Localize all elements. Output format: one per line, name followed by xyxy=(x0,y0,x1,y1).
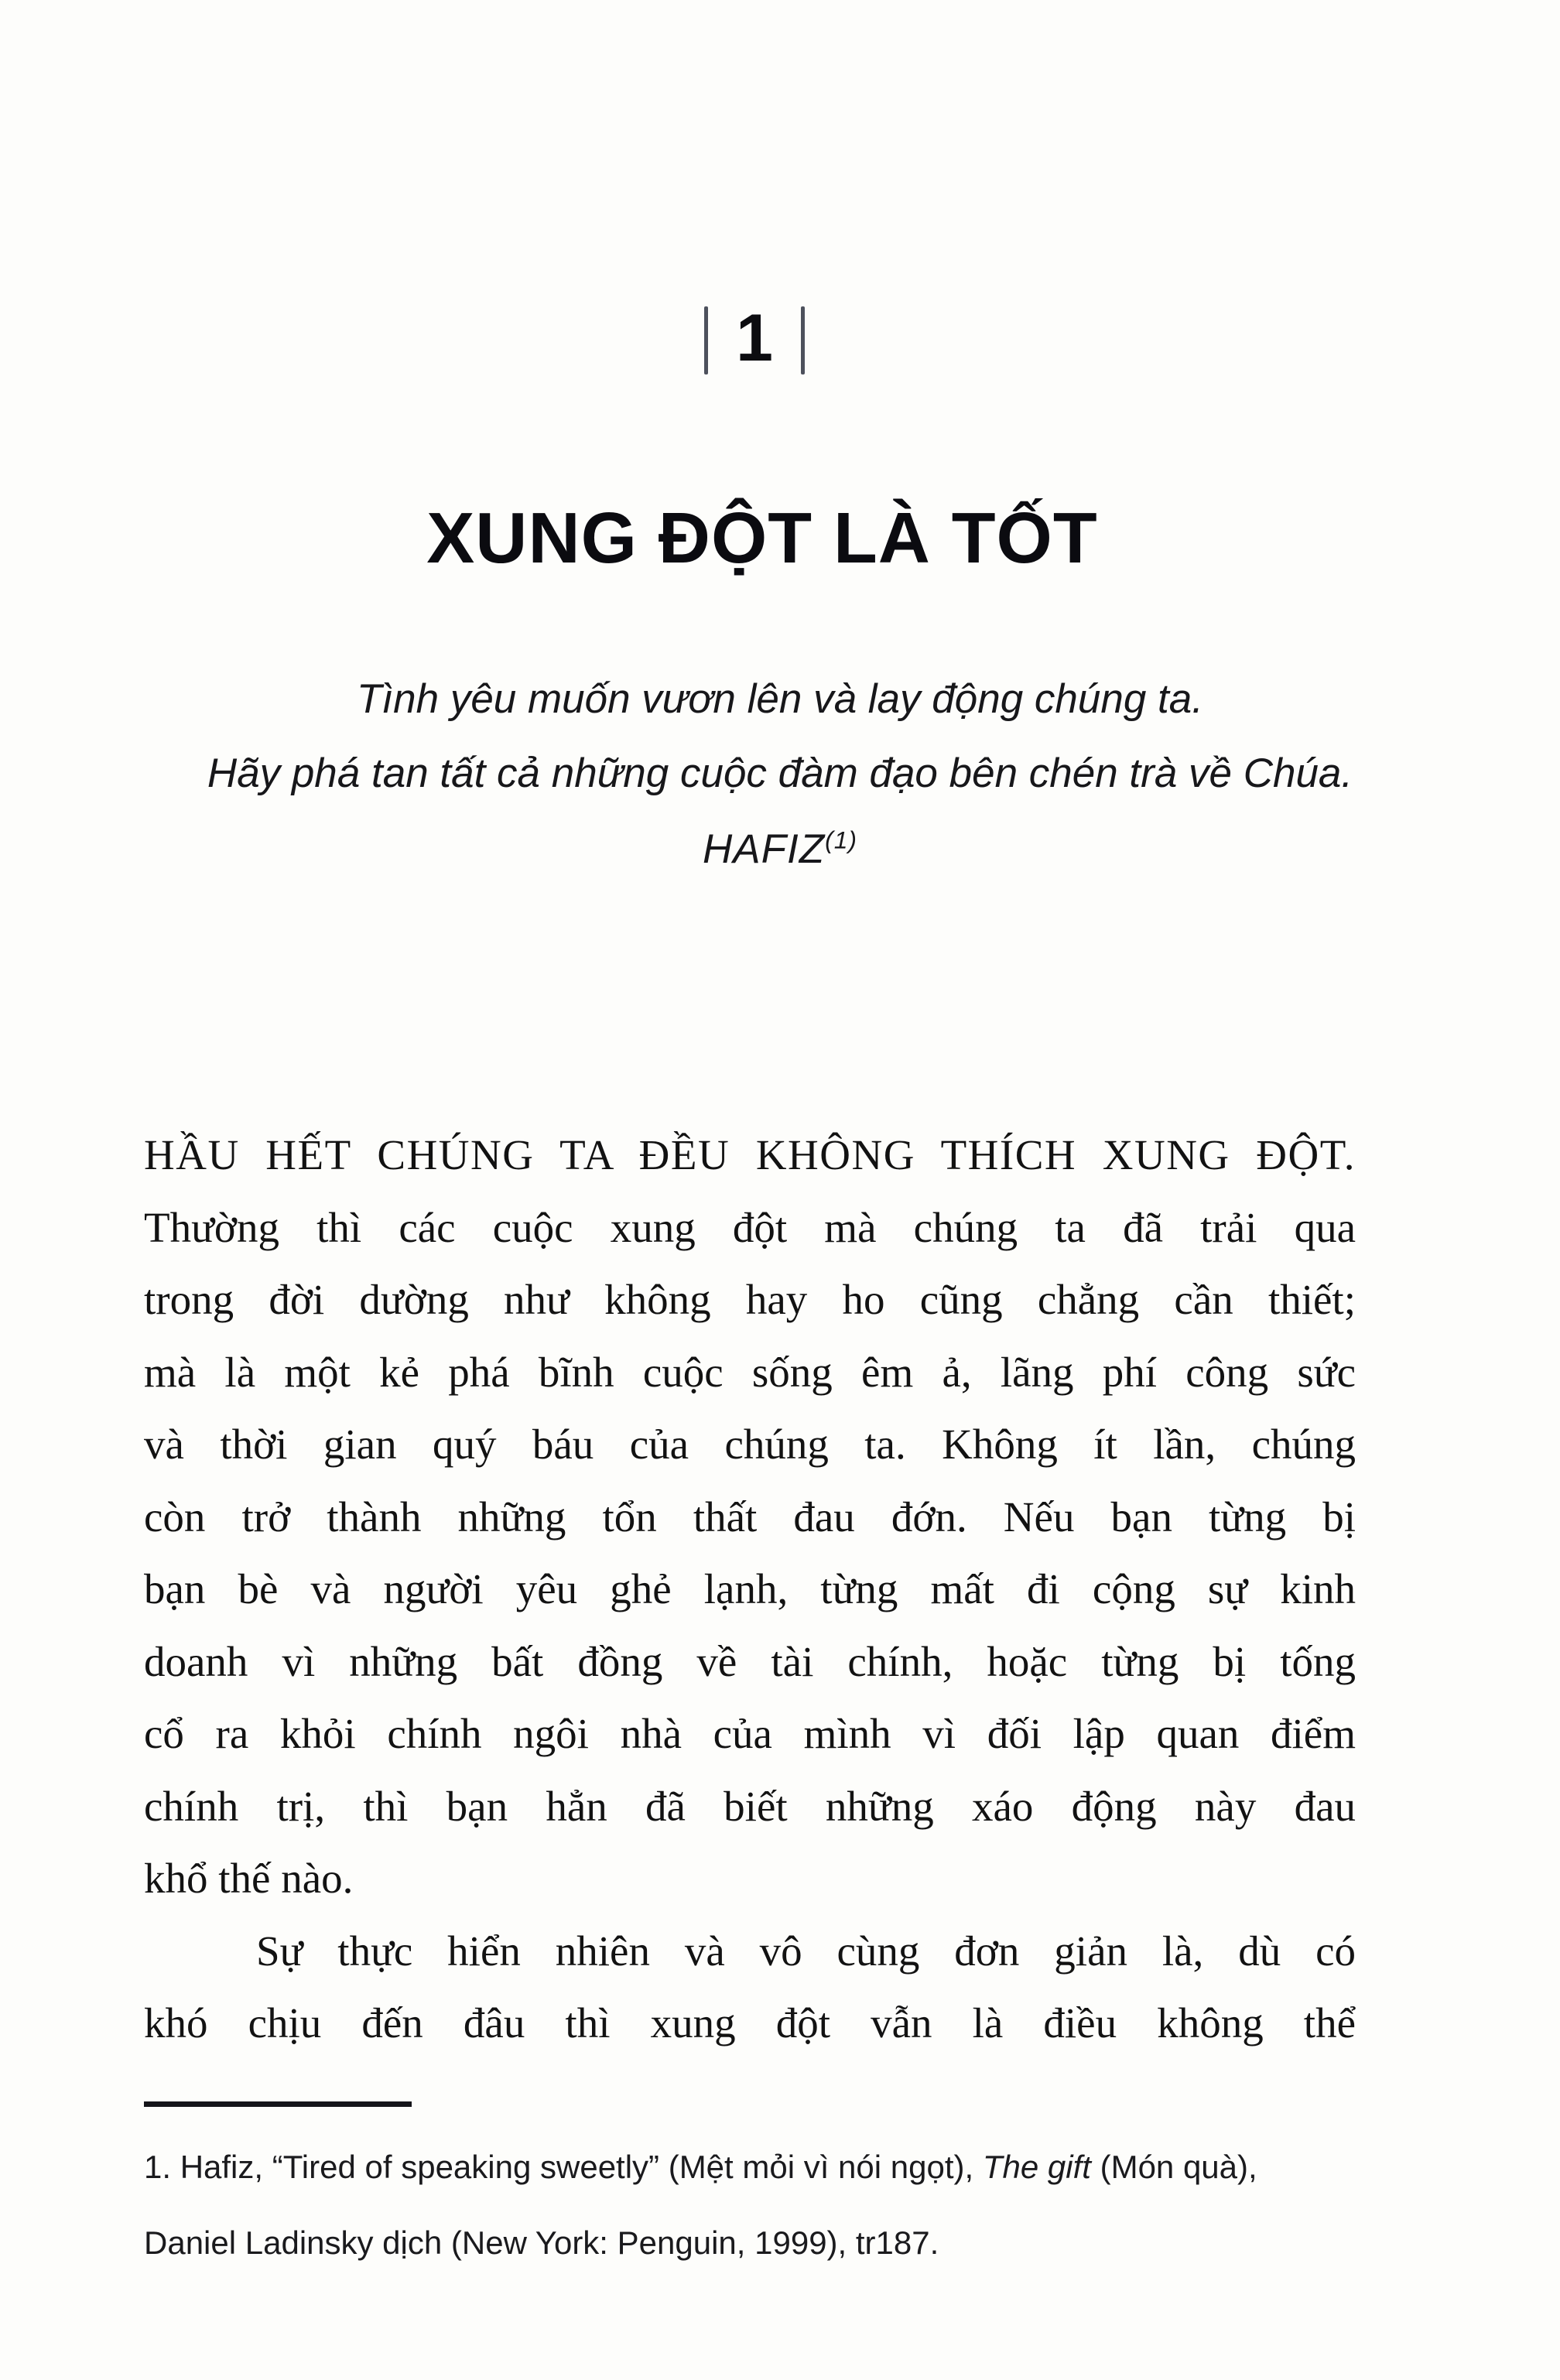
body-line: khổ thế nào. xyxy=(144,1855,354,1902)
epigraph-footnote-ref: (1) xyxy=(825,826,857,854)
epigraph-line: Hãy phá tan tất cả những cuộc đàm đạo bên chén trà về Chúa. xyxy=(207,751,1353,796)
footnote-text: 1. Hafiz, “Tired of speaking sweetly” (Mệt mỏi vì nói ngọt), xyxy=(144,2149,983,2185)
chapter-title: XUNG ĐỘT LÀ TỐT xyxy=(426,498,1098,578)
body-line: doanh vì những bất đồng về tài chính, hoặc từng bị tống xyxy=(144,1637,1356,1685)
footnote-line xyxy=(144,2129,1398,2205)
body-line: còn trở thành những tổn thất đau đớn. Nếu bạn từng bị xyxy=(144,1493,1356,1541)
body-text xyxy=(144,1119,1356,2060)
body-line: mà là một kẻ phá bĩnh cuộc sống êm ả, lãng phí công sức xyxy=(144,1348,1356,1396)
body-line: Sự thực hiển nhiên và vô cùng đơn giản là, dù có xyxy=(256,1927,1356,1975)
epigraph-attribution xyxy=(84,812,1476,887)
body-line: và thời gian quý báu của chúng ta. Không ít lần, chúng xyxy=(144,1421,1356,1468)
epigraph-line: Tình yêu muốn vươn lên và lay động chúng ta. xyxy=(357,676,1203,722)
epigraph xyxy=(84,662,1476,887)
footnote-text: (Món quà), xyxy=(1090,2149,1257,2185)
body-line: Thường thì các cuộc xung đột mà chúng ta đã trải qua xyxy=(144,1203,1356,1251)
footnote-line xyxy=(144,2205,1398,2281)
chapter-right-bar xyxy=(801,306,805,374)
body-line: bạn bè và người yêu ghẻ lạnh, từng mất đi cộng sự kinh xyxy=(144,1565,1356,1612)
chapter-left-bar xyxy=(704,306,708,374)
epigraph-author: HAFIZ xyxy=(703,826,826,872)
footnote-text: Daniel Ladinsky dịch (New York: Penguin, 1999), tr187. xyxy=(144,2224,939,2261)
footnote-rule xyxy=(144,2101,412,2107)
chapter-heading xyxy=(0,303,1509,378)
body-line: khó chịu đến đâu thì xung đột vẫn là điều không thể xyxy=(144,1999,1356,2047)
body-line: chính trị, thì bạn hẳn đã biết những xáo động này đau xyxy=(144,1782,1356,1830)
footnote-book-title: The gift xyxy=(982,2149,1091,2185)
body-line: trong đời dường như không hay ho cũng chẳng cần thiết; xyxy=(144,1276,1356,1323)
body-line: HẦU HẾT CHÚNG TA ĐỀU KHÔNG THÍCH XUNG ĐỘT. xyxy=(144,1131,1356,1178)
body-line: cổ ra khỏi chính ngôi nhà của mình vì đối lập quan điểm xyxy=(144,1710,1356,1757)
chapter-number: 1 xyxy=(736,301,773,375)
footnote xyxy=(144,2129,1398,2281)
